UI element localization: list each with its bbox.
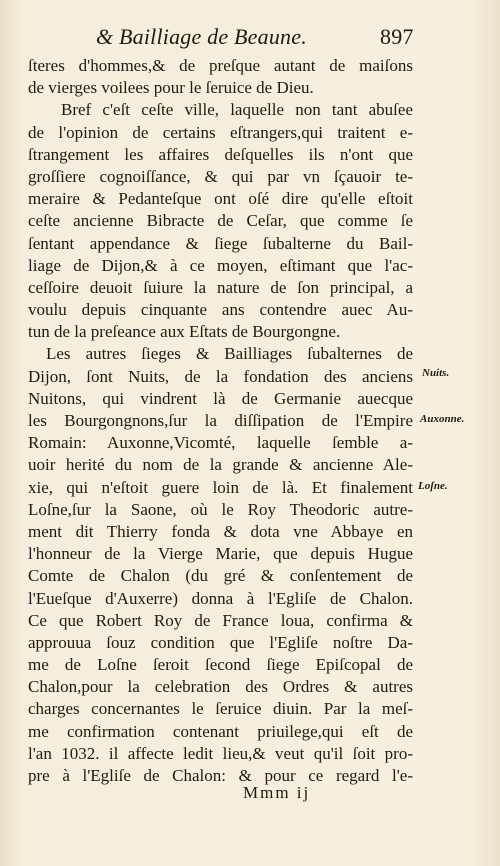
text-line: pre à l'Egliſe de Chalon: & pour ce regard l'e- [28,766,413,785]
text-line: ceſſoire deuoit ſuiure la nature de ſon principal, a [28,277,413,297]
text-line: Chalon,pour la celebration des Ordres & autres [28,677,413,697]
text-line: l'honneur de la Vierge Marie, que depuis Hugue [28,544,413,564]
text-line: Romain: Auxonne,Vicomté, laquelle ſemble a- [28,433,413,453]
text-line: de vierges voilees pour le ſeruice de Dieu. [28,78,314,98]
text-line: ſteres d'hommes,& de preſque autant de maiſons [28,56,413,75]
page-number: 897 [380,24,414,49]
text-line: me confirmation contenant priuilege,qui eſt de [28,721,413,741]
text-line: l'an 1032. il affecte ledit lieu,& veut qu'il ſoit pro- [28,743,413,763]
margin-note-losne: Loſne. [418,480,448,492]
text-line: Bref c'eſt ceſte ville, laquelle non tant abuſee [61,100,413,120]
text-line: Loſne,ſur la Saone, où le Roy Theodoric autre- [28,499,413,519]
text-line: meraire & Pedanteſque ont oſé dire qu'elle eſtoit [28,189,413,209]
text-line: groſſiere cognoiſſance, & qui par vn ſçauoir te- [28,166,413,186]
text-line: xie, qui n'eſtoit guere loin de là. Et finalement [28,477,413,497]
text-line: Dijon, ſont Nuits, de la fondation des anciens [28,366,413,386]
running-header [96,24,426,50]
text-line: tun de la preſeance aux Eſtats de Bourgongne. [28,322,341,342]
text-line: Comte de Chalon (du gré & conſentement de [28,566,413,586]
text-line: uoir herité du nom de la grande & ancienne Ale- [28,455,413,475]
margin-note-nuits: Nuits. [422,367,450,379]
text-line: liage de Dijon,& à ce moyen, eſtimant que l'ac- [28,255,413,275]
text-line: de l'opinion de certains eſtrangers,qui traitent e- [28,122,413,142]
text-line: l'Eueſque d'Auxerre) donna à l'Egliſe de Chalon. [28,588,413,608]
text-line: ceſte ancienne Bibracte de Ceſar, que comme ſe [28,211,413,231]
text-line: ſtrangement les affaires deſquelles ils n'ont que [28,144,413,164]
text-line: voulu depuis cinquante ans contendre auec Au- [28,300,413,320]
body-text [28,55,413,787]
text-line: charges concernantes le ſeruice diuin. Par la meſ- [28,699,413,719]
text-line: ment dit Thierry fonda & dota vne Abbaye en [28,521,413,541]
running-title: & Bailliage de Beaune. [96,24,307,49]
text-line: Ce que Robert Roy de France loua, confirma & [28,610,413,630]
text-line: les Bourgongnons,ſur la diſſipation de l'Empire [28,411,413,430]
text-line: ſentant appendance & ſiege ſubalterne du Bail- [28,233,413,253]
margin-note-auxonne: Auxonne. [420,413,465,425]
text-line: me de Loſne ſeroit ſecond ſiege Epiſcopal de [28,655,413,675]
text-line: approuua ſouz condition que l'Egliſe noſtre Da- [28,632,413,652]
text-line: Nuitons, qui vindrent là de Germanie auecque [28,388,413,408]
text-line: Les autres ſieges & Bailliages ſubalternes de [46,344,413,364]
signature-mark: Mmm ij [243,783,311,802]
